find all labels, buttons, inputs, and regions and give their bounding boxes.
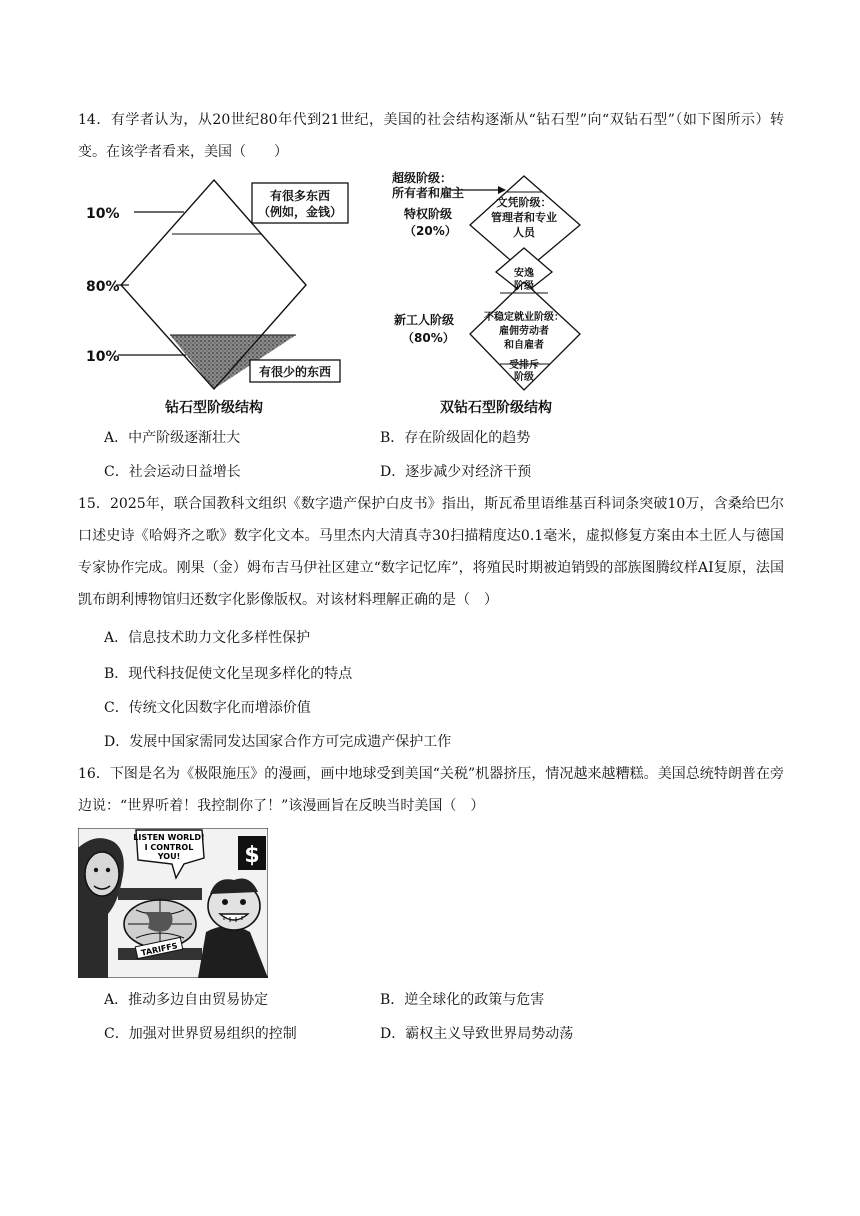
bubble-line2: I CONTROL (144, 843, 194, 852)
excluded-line1: 受排斥 (509, 360, 539, 371)
double-diamond-class-structure-diagram (390, 168, 600, 420)
diagram-right-caption: 双钻石型阶级结构 (440, 400, 552, 416)
q15-option-d[interactable]: D．发展中国家需同发达国家合作方可完成遗产保护工作 (104, 734, 452, 750)
q16-option-d[interactable]: D．霸权主义导致世界局势动荡 (380, 1026, 574, 1042)
q14-option-d[interactable]: D．逐步减少对经济干预 (380, 464, 532, 480)
q14-option-c[interactable]: C．社会运动日益增长 (104, 464, 241, 480)
credential-line3: 人员 (513, 226, 535, 239)
credential-line1: 文凭阶级： (496, 196, 552, 209)
box-top-line2: （例如，金钱） (257, 205, 343, 219)
super-class-line1: 超级阶级： (392, 171, 453, 185)
q14-option-a[interactable]: A．中产阶级逐渐壮大 (104, 430, 241, 446)
diamond-class-structure-diagram (84, 172, 364, 420)
pct-top: 10% (86, 206, 120, 222)
question-15-stem: 15．2025年，联合国教科文组织《数字遗产保护白皮书》指出，斯瓦希里语维基百科词条突破10万，含桑给巴尔口述史诗《哈姆齐之歌》数字化文本。马里杰内大清真寺30扫描精度达0.1毫米，虚拟修复方案由本土匠人与德国专家协作完成。刚果（金）姆布吉马伊社区建立“数字记忆库”，将殖民时期被迫销毁的部族图腾纹样AI复原，法国凯布朗利博物馆归还数字化影像版权。对该材料理解正确的是（ ） (78, 496, 784, 608)
bubble-line1: LISTEN WORLD! (133, 833, 205, 842)
q15-option-b[interactable]: B．现代科技促使文化呈现多样化的特点 (104, 666, 353, 682)
box-bottom-label: 有很少的东西 (258, 365, 332, 379)
comfort-line2: 阶级 (514, 281, 534, 292)
super-class-line2: 所有者和雇主 (392, 186, 465, 200)
box-top-line1: 有很多东西 (269, 189, 331, 203)
excluded-line2: 阶级 (514, 372, 534, 383)
question-16-stem: 16．下图是名为《极限施压》的漫画，画中地球受到美国“关税”机器挤压，情况越来越糟糕。美国总统特朗普在旁边说：“世界听着！我控制你了！”该漫画旨在反映当时美国（ ） (78, 766, 784, 814)
q16-option-b[interactable]: B．逆全球化的政策与危害 (380, 992, 545, 1008)
extreme-pressure-cartoon (78, 828, 268, 978)
unstable-line1: 不稳定就业阶级： (484, 312, 564, 323)
new-worker-class: 新工人阶级 (394, 313, 455, 327)
q15-option-c[interactable]: C．传统文化因数字化而增添价值 (104, 700, 311, 716)
q14-option-b[interactable]: B．存在阶级固化的趋势 (380, 430, 531, 446)
dollar-sign: $ (244, 843, 260, 868)
privileged-pct: （20%） (404, 224, 457, 238)
credential-line2: 管理者和专业 (491, 211, 557, 224)
q16-option-c[interactable]: C．加强对世界贸易组织的控制 (104, 1026, 297, 1042)
unstable-line3: 和自雇者 (504, 340, 544, 351)
bubble-line3: YOU! (157, 852, 181, 861)
unstable-line2: 雇佣劳动者 (499, 326, 549, 337)
pct-mid: 80% (86, 279, 120, 295)
diagram-left-caption: 钻石型阶级结构 (165, 400, 263, 416)
new-worker-pct: （80%） (402, 331, 455, 345)
tariffs-label: TARIFFS (140, 941, 179, 958)
privileged-class: 特权阶级 (404, 207, 453, 221)
q15-option-a[interactable]: A．信息技术助力文化多样性保护 (104, 630, 311, 646)
press-top (118, 888, 202, 900)
pct-bottom: 10% (86, 349, 120, 365)
q16-option-a[interactable]: A．推动多边自由贸易协定 (104, 992, 269, 1008)
question-14-stem: 14．有学者认为，从20世纪80年代到21世纪，美国的社会结构逐渐从“钻石型”向“双钻石型”（如下图所示）转变。在该学者看来，美国（ ） (78, 112, 784, 160)
comfort-line1: 安逸 (514, 268, 534, 279)
